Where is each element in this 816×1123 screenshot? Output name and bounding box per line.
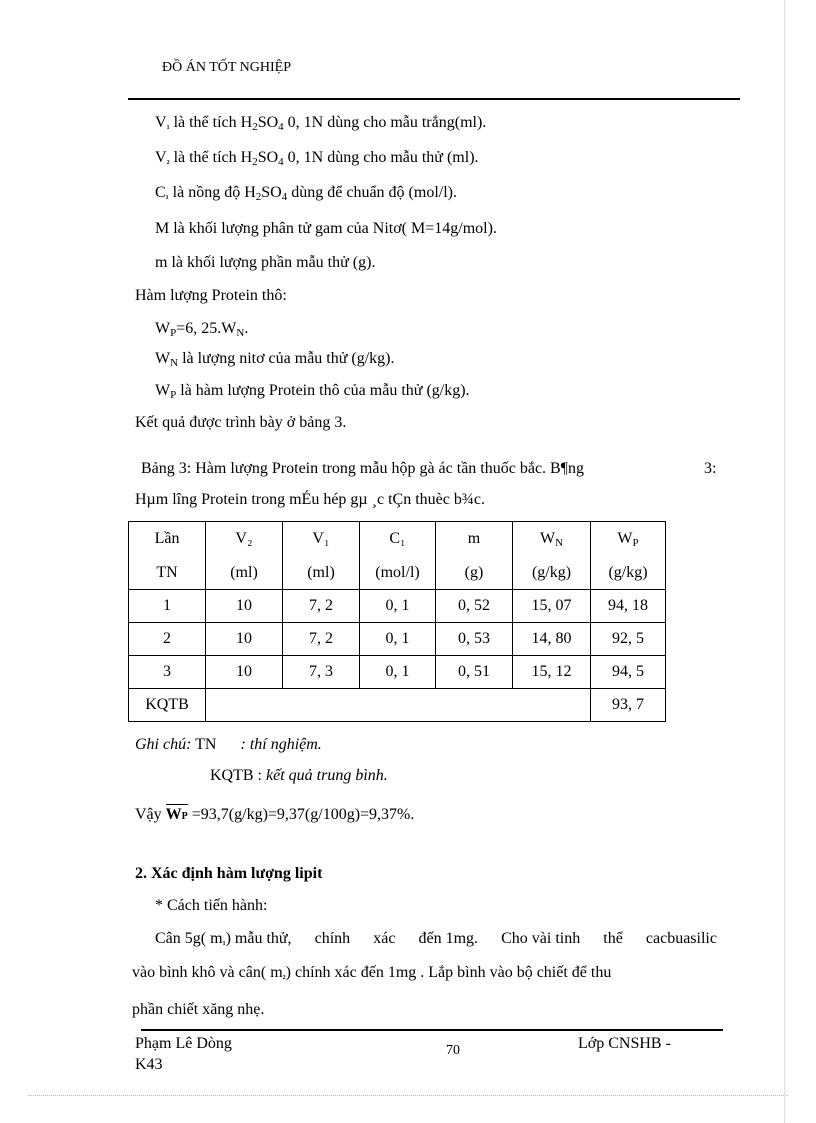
table-header-cell: V₂ (ml) [206,522,283,590]
table-cell: 10 [206,656,283,689]
def-v2: V₂ là thể tích $H_2SO_4$ 0, 1N dùng cho mẫu thử (ml). [155,149,479,168]
table-cell: 0, 52 [436,590,513,623]
table-cell: 15, 07 [513,590,591,623]
protein-table [128,521,666,722]
table-cell: 3 [129,656,206,689]
def-wp: $W_P$ là hàm lượng Protein thô của mẫu thử (g/kg). [155,382,470,401]
section-paragraph-line2: vào bình khô và cân( m₂) chính xác đến 1mg . Lắp bình vào bộ chiết để thu [132,964,612,981]
table-row [129,656,666,689]
table-caption-number: 3: [704,460,717,477]
table-header-cell: $W_N$ (g/kg) [513,522,591,590]
table-cell: 10 [206,590,283,623]
footer-rule [141,1029,723,1031]
def-m-mass: m là khối lượng phần mẫu thử (g). [155,254,376,271]
section-paragraph-line3: phần chiết xăng nhẹ. [132,1001,265,1018]
table-cell: 94, 18 [591,590,666,623]
table-header-cell: Lần TN [129,522,206,590]
table-cell: 0, 1 [360,623,436,656]
table-header-cell: $W_P$ (g/kg) [591,522,666,590]
table-header-cell: C₁ (mol/l) [360,522,436,590]
summary-value: 93, 7 [591,689,666,722]
table-cell: 92, 5 [591,623,666,656]
note-kqtb: KQTB : kết quả trung bình. [210,767,388,784]
page-margin-guide [784,0,785,1123]
def-v1: V₁ là thể tích $H_2SO_4$ 0, 1N dùng cho mẫu trắng(ml). [155,114,487,133]
table-cell: 15, 12 [513,656,591,689]
table-cell: 10 [206,623,283,656]
table-cell: 0, 53 [436,623,513,656]
summary-label: KQTB [129,689,206,722]
def-m-molar: M là khối lượng phân tử gam của Nitơ( M=14g/mol). [155,220,497,237]
table-caption-garbled: Hµm lîng Protein trong mÉu hép gµ ¸c tÇn thuèc b¾c. [135,491,485,508]
note-tn: Ghi chú: TN : thí nghiệm. [135,736,322,753]
table-header-cell: V₁ (ml) [283,522,360,590]
table-cell: 7, 2 [283,623,360,656]
formula-wp: $W_P=6$, $25.W_N$. [155,320,249,339]
table-header-row [129,522,666,590]
table-cell: 0, 1 [360,656,436,689]
table-cell: 0, 51 [436,656,513,689]
protein-heading: Hàm lượng Protein thô: [135,287,287,304]
section-paragraph-line1: Cân 5g( m₁) mẫu thử, chính xác đến 1mg. Cho vài tinh thể cacbuasilic [155,930,717,947]
table-row [129,590,666,623]
footer-author: Phạm Lê Dòng [135,1035,232,1052]
summary-empty [206,689,591,722]
result-line: Vậy WP =93,7(g/kg)=9,37(g/100g)=9,37%. [135,806,415,823]
table-cell: 94, 5 [591,656,666,689]
table-cell: 14, 80 [513,623,591,656]
result-intro: Kết quả được trình bày ở bảng 3. [135,414,347,431]
def-wn: $W_N$ là lượng nitơ của mẫu thử (g/kg). [155,350,395,369]
footer-class-cont: K43 [135,1056,163,1073]
section-title: 2. Xác định hàm lượng lipit [135,865,323,882]
table-header-cell: m (g) [436,522,513,590]
def-c1: C₁ là nồng độ $H_2SO_4$ dùng để chuẩn độ (mol/l). [155,184,457,203]
footer-page-number: 70 [446,1043,460,1058]
table-cell: 7, 3 [283,656,360,689]
table-row [129,623,666,656]
table-cell: 2 [129,623,206,656]
page-bottom-guide [28,1095,788,1096]
table-cell: 7, 2 [283,590,360,623]
header-title: ĐỒ ÁN TỐT NGHIỆP [162,60,291,75]
table-summary-row [129,689,666,722]
footer-class: Lớp CNSHB - [578,1035,671,1052]
table-caption: Bảng 3: Hàm lượng Protein trong mẫu hộp gà ác tần thuốc bắc. B¶ng [141,460,584,477]
table-cell: 1 [129,590,206,623]
wp-mean-symbol: WP [165,806,188,823]
header-rule [128,98,740,100]
table-cell: 0, 1 [360,590,436,623]
section-subtitle: * Cách tiến hành: [155,897,268,914]
